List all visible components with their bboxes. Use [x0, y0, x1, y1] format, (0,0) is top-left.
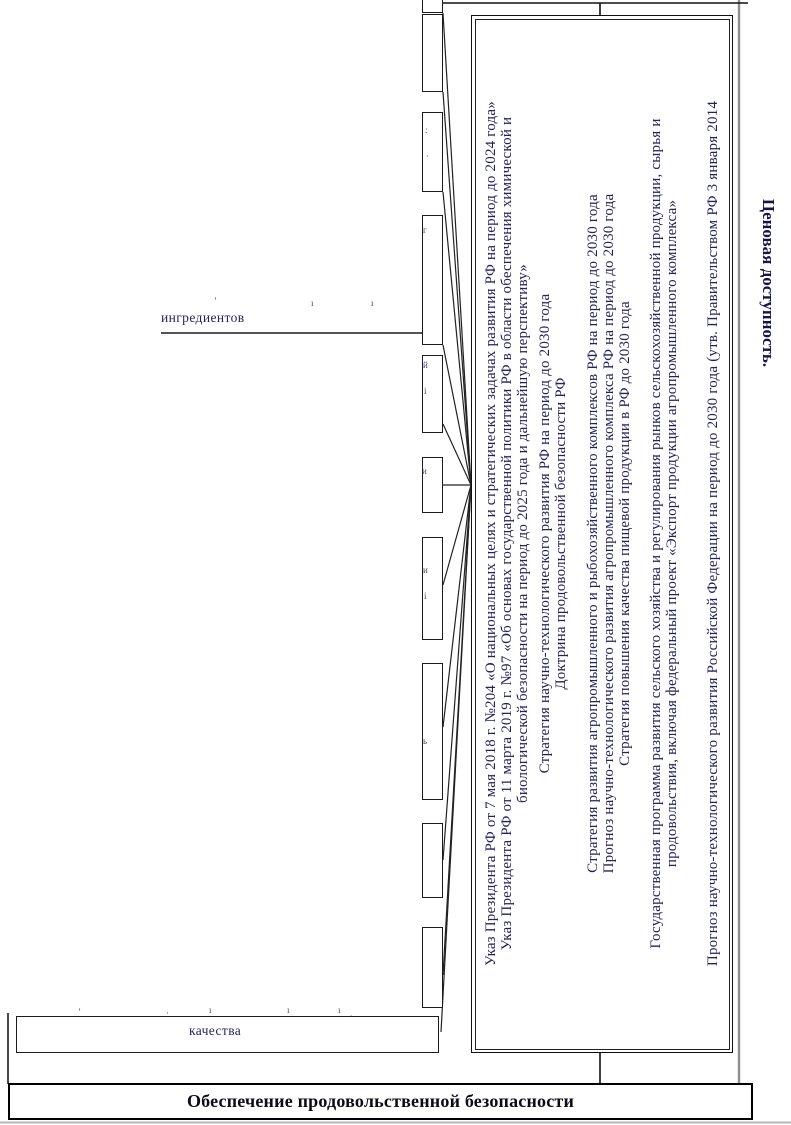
scan-fragment-in_left_boxes: и: [422, 466, 427, 476]
scan-fragment-above_ingredients: ı: [371, 298, 374, 308]
category-box: [422, 823, 443, 898]
document-line: биологической безопасности на период до 2025 года и дальнейшую перспективу»: [515, 264, 531, 804]
food-security-banner: [8, 1083, 753, 1120]
category-box: [422, 537, 443, 640]
scan-fragment-in_left_boxes: :: [425, 125, 428, 135]
price-affordability-label: Ценовая доступность.: [759, 198, 778, 368]
document-line: Стратегия научно-технологического развития РФ на период до 2030 года: [537, 293, 553, 774]
fan-line: [443, 485, 471, 975]
scan-fragment-in_left_boxes: ·: [426, 151, 429, 161]
fan-line: [443, 485, 471, 585]
scan-fragment-above_quality: ı: [338, 1005, 341, 1015]
document-line: Указ Президента РФ от 7 мая 2018 г. №204 «О национальных целях и стратегических задачах развития РФ на период до 2024 года»: [483, 101, 499, 966]
scan-fragment-in_left_boxes: і: [424, 591, 427, 601]
documents-list: [477, 20, 727, 1047]
scan-fragment-in_left_boxes: ь: [423, 736, 428, 746]
document-line: Доктрина продовольственной безопасности РФ: [553, 377, 569, 690]
scan-fragment-above_quality: ˏ: [350, 1007, 353, 1017]
document-line: Стратегия развития агропромышленного и рыбохозяйственного комплексов РФ на период до 2030 года: [585, 194, 601, 873]
scan-fragment-in_left_boxes: г: [423, 225, 427, 235]
fan-line: [443, 485, 471, 727]
document-line: Государственная программа развития сельского хозяйства и регулирования рынков сельскохозяйственной продукции, сырья и: [648, 118, 664, 949]
scan-fragment-in_left_boxes: и: [423, 565, 428, 575]
category-box: [422, 927, 443, 1008]
category-box: [422, 14, 443, 92]
document-line: Указ Президента РФ от 11 марта 2019 г. №97 «Об основах государственной политики РФ в области обеспечения химической и: [499, 116, 515, 951]
category-box-clipped-top: [422, 0, 443, 13]
document-line: Прогноз научно-технологического развития агропромышленного комплекса РФ на период до 2030 года: [601, 193, 617, 874]
document-line: Прогноз научно-технологического развития Российской Федерации на период до 2030 года (утв. Правительством РФ 3 января 2014: [705, 100, 721, 967]
ingredients-label: ингредиентов: [161, 310, 245, 325]
fan-line: [443, 345, 471, 485]
fan-line: [443, 485, 471, 860]
price-affordability-wrapper: [755, 187, 781, 379]
document-line: продовольствия, включая федеральный проект «Экспорт продукции агропромышленного комплекса»: [664, 199, 680, 868]
scan-fragment-above_ingredients: ʼ: [214, 296, 217, 306]
scan-fragment-above_quality: ʼ: [78, 1007, 81, 1017]
scan-fragment-above_ingredients: ı: [311, 298, 314, 308]
food-security-banner-label: Обеспечение продовольственной безопасности: [186, 1091, 575, 1111]
scan-fragment-above_quality: ·: [166, 1008, 169, 1018]
fan-line: [443, 13, 471, 485]
category-box: [422, 663, 443, 800]
documents-box: [471, 15, 733, 1053]
document-line: Стратегия повышения качества пищевой продукции в РФ до 2030 года: [617, 301, 633, 766]
quality-label: качества: [189, 1023, 242, 1038]
scan-fragment-in_left_boxes: й: [423, 360, 428, 370]
fan-line: [443, 92, 471, 485]
fan-line: [441, 485, 471, 1032]
scan-fragment-in_left_boxes: і: [424, 386, 427, 396]
fan-line: [443, 424, 471, 485]
scan-fragment-above_quality: ı: [209, 1005, 212, 1015]
scan-fragment-above_quality: ı: [287, 1005, 290, 1015]
fan-line: [443, 192, 471, 485]
